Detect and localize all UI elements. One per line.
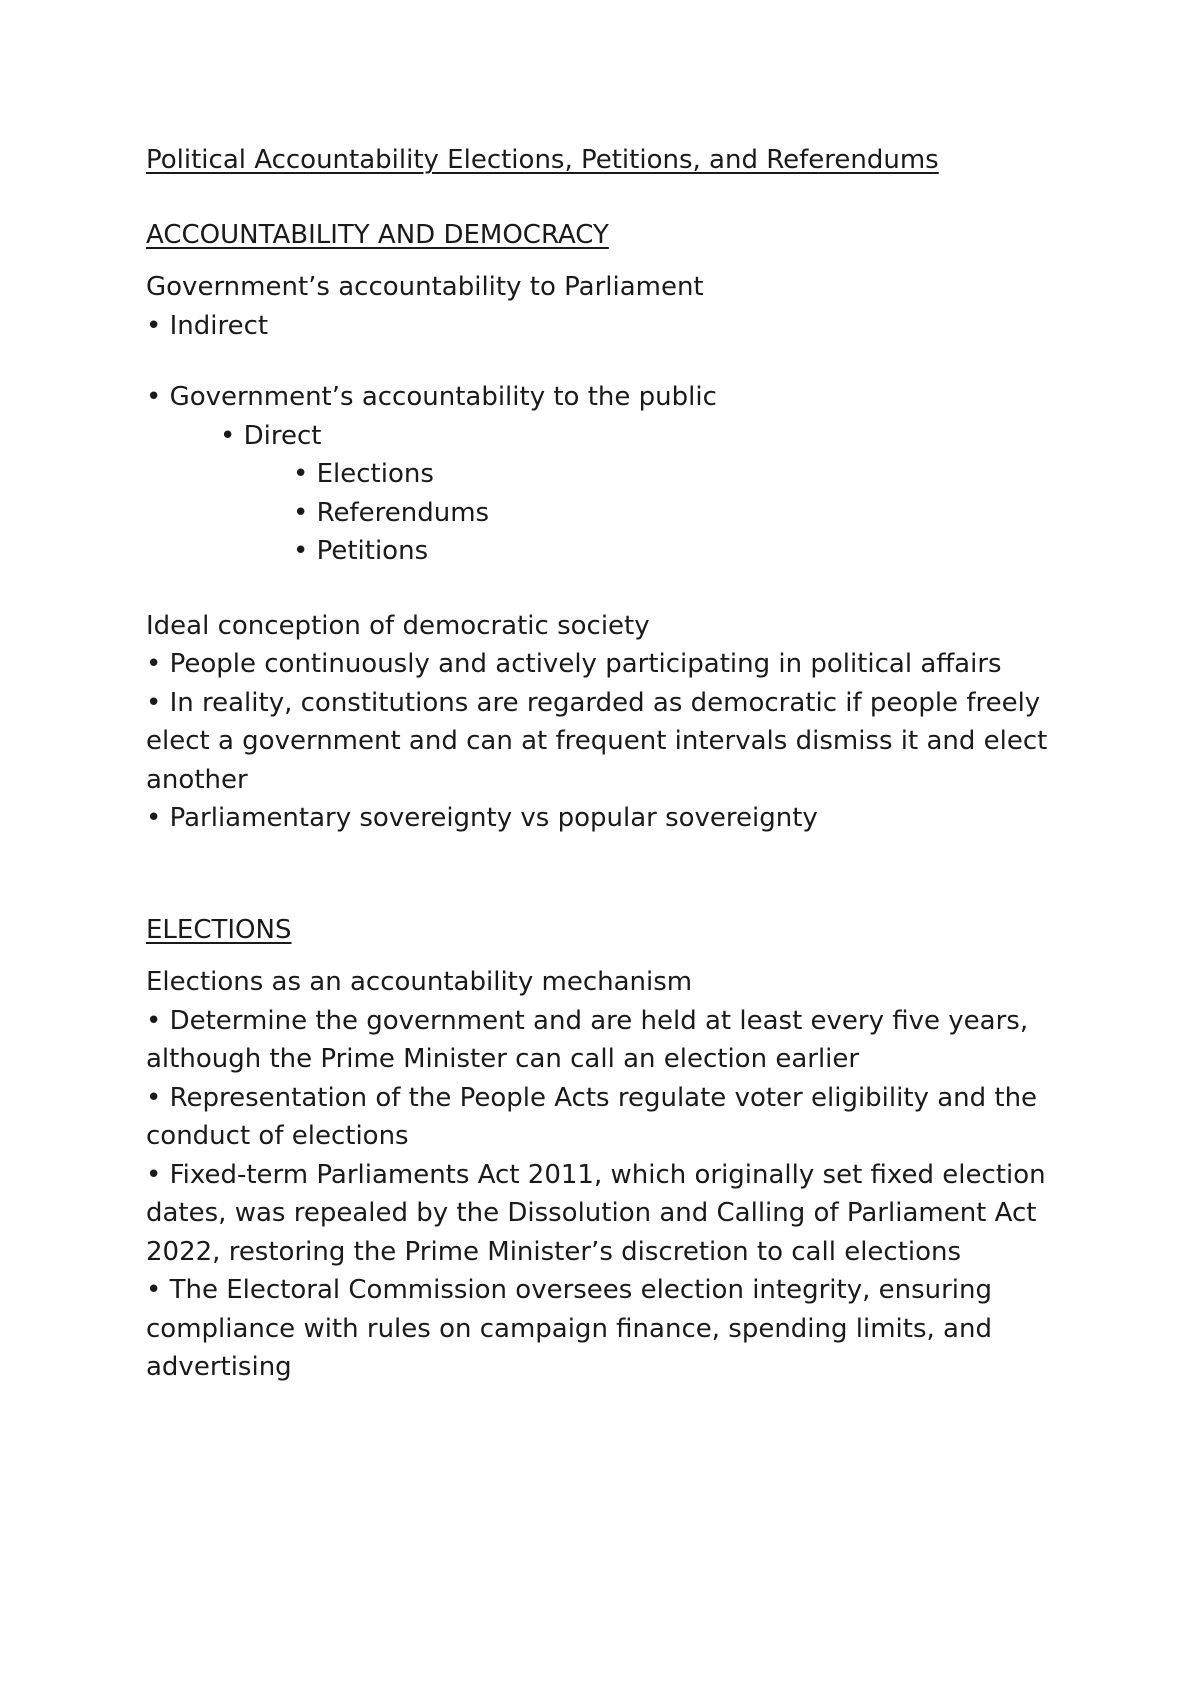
document-title: Political Accountability Elections, Petitions, and Referendums [146,145,939,175]
document-page [146,141,1066,1387]
bullet-direct: • Direct [220,420,322,451]
subheading-elections-mechanism: Elections as an accountability mechanism [146,967,693,997]
section-heading-elections: ELECTIONS [146,914,292,945]
bullet-indirect: • Indirect [146,310,269,341]
bullet-people-participating: • People continuously and actively participating in political affairs [146,649,1002,679]
bullet-referendums: • Referendums [293,497,490,528]
bullet-representation-acts: • Representation of the People Acts regulate voter eligibility and the conduct of elections [146,1082,1038,1151]
bullet-electoral-commission: • The Electoral Commission oversees election integrity, ensuring compliance with rules on campaign finance, spending limits, and advertising [146,1275,993,1382]
section-heading-accountability: ACCOUNTABILITY AND DEMOCRACY [146,219,609,250]
bullet-determine-government: • Determine the government and are held at least every five years, although the Prime Minister can call an election earlier [146,1005,1029,1074]
subheading-parliament: Government’s accountability to Parliament [146,272,704,302]
bullet-petitions: • Petitions [293,536,429,566]
bullet-elections: • Elections [293,459,434,489]
bullet-public: • Government’s accountability to the public [146,382,717,412]
bullet-in-reality: • In reality, constitutions are regarded as democratic if people freely elect a government and can at frequent intervals dismiss it and elect another [146,687,1048,795]
bullet-sovereignty: • Parliamentary sovereignty vs popular sovereignty [146,803,818,833]
subheading-ideal-democracy: Ideal conception of democratic society [146,610,650,641]
bullet-fixed-term-act: • Fixed-term Parliaments Act 2011, which originally set fixed election dates, was repealed by the Dissolution and Calling of Parliament Act 2022, restoring the Prime Minister’s discretion to call elections [146,1159,1046,1267]
